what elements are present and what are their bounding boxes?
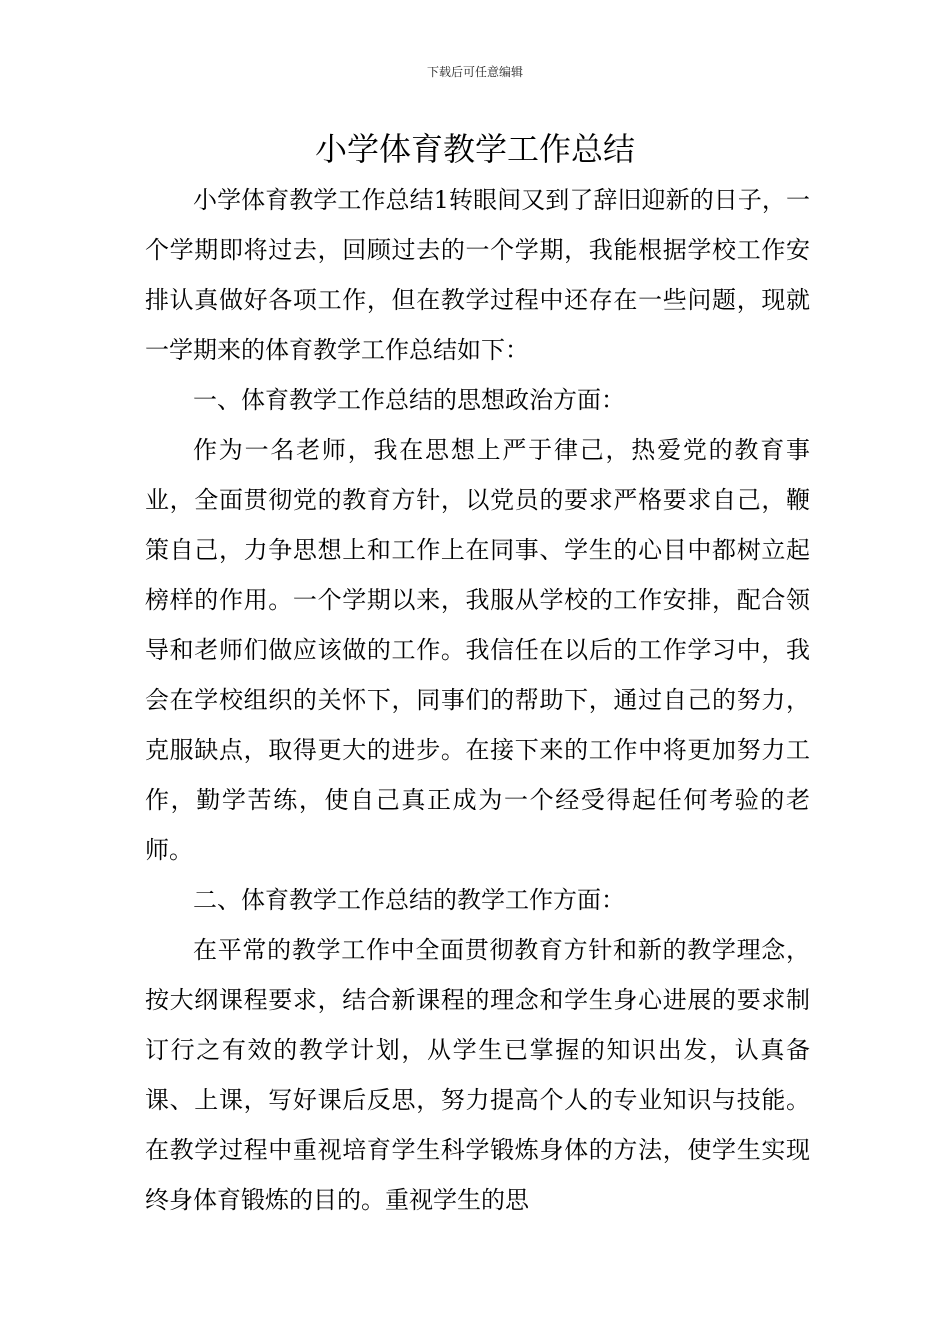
section-heading-political: 一、体育教学工作总结的思想政治方面： xyxy=(193,386,625,414)
document-body xyxy=(145,175,810,1225)
paragraph-intro: 小学体育教学工作总结1转眼间又到了辞旧迎新的日子，一个学期即将过去，回顾过去的一个学期，我能根据学校工作安排认真做好各项工作，但在教学过程中还存在一些问题，现就一学期来的体育教学工作总结如下： xyxy=(145,186,810,364)
document-title: 小学体育教学工作总结 xyxy=(314,130,635,168)
paragraph-political: 作为一名老师，我在思想上严于律己，热爱党的教育事业，全面贯彻党的教育方针，以党员的要求严格要求自己，鞭策自己，力争思想上和工作上在同事、学生的心目中都树立起榜样的作用。一个学期以来，我服从学校的工作安排，配合领导和老师们做应该做的工作。我信任在以后的工作学习中，我会在学校组织的关怀下，同事们的帮助下，通过自己的努力，克服缺点，取得更大的进步。在接下来的工作中将更加努力工作，勤学苦练，使自己真正成为一个经受得起任何考验的老师。 xyxy=(145,436,810,864)
section-heading-teaching: 二、体育教学工作总结的教学工作方面： xyxy=(193,886,625,914)
download-note: 下载后可任意编辑 xyxy=(426,65,523,79)
paragraph-teaching: 在平常的教学工作中全面贯彻教育方针和新的教学理念，按大纲课程要求，结合新课程的理念和学生身心进展的要求制订行之有效的教学计划，从学生已掌握的知识出发，认真备课、上课，写好课后反思，努力提高个人的专业知识与技能。在教学过程中重视培育学生科学锻炼身体的方法，使学生实现终身体育锻炼的目的。重视学生的思 xyxy=(145,936,810,1214)
